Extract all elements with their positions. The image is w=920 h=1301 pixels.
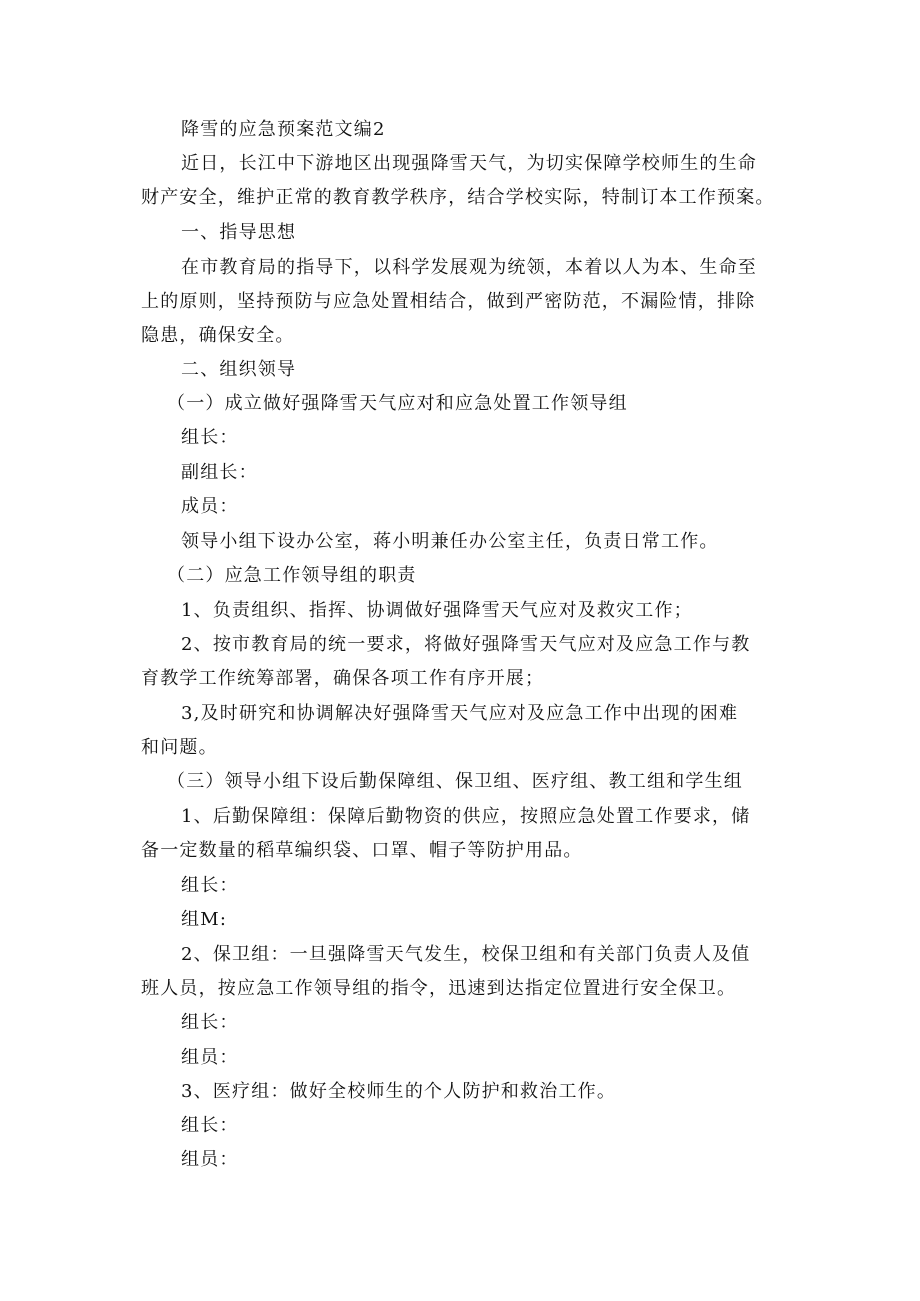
list-item: 2、保卫组：一旦强降雪天气发生，校保卫组和有关部门负责人及值 [181, 944, 751, 965]
paragraph-line: 隐患，确保安全。 [141, 325, 295, 346]
field-label: 成员： [181, 496, 239, 517]
field-label: 组长： [181, 427, 239, 448]
section-heading: 一、指导思想 [181, 222, 297, 243]
document-title: 降雪的应急预案范文编2 [181, 119, 386, 140]
paragraph-line: 领导小组下设办公室，蒋小明兼任办公室主任，负责日常工作。 [181, 531, 719, 552]
list-item: 3,及时研究和协调解决好强降雪天气应对及应急工作中出现的困难 [181, 703, 739, 724]
paragraph-line: 在市教育局的指导下，以科学发展观为统领，本着以人为本、生命至 [181, 257, 757, 278]
paragraph-line: 近日，长江中下游地区出现强降雪天气，为切实保障学校师生的生命 [181, 153, 757, 174]
field-label: 组长： [181, 1115, 239, 1136]
paragraph-line: 上的原则，坚持预防与应急处置相结合，做到严密防范，不漏险情，排除 [141, 291, 756, 312]
paragraph-line: 育教学工作统筹部署，确保各项工作有序开展； [141, 668, 545, 689]
section-heading: 二、组织领导 [181, 359, 297, 380]
field-label: 组长： [181, 1012, 239, 1033]
list-item: 2、按市教育局的统一要求，将做好强降雪天气应对及应急工作与教 [181, 634, 751, 655]
paragraph-line: 和问题。 [141, 737, 218, 758]
list-item: 3、医疗组：做好全校师生的个人防护和救治工作。 [181, 1081, 617, 1102]
subsection-heading: （二）应急工作领导组的职责 [167, 565, 417, 586]
subsection-heading: （一）成立做好强降雪天气应对和应急处置工作领导组 [167, 393, 628, 414]
list-item: 1、负责组织、指挥、协调做好强降雪天气应对及救灾工作； [181, 600, 693, 621]
field-label: 组M: [181, 909, 228, 930]
list-item: 1、后勤保障组：保障后勤物资的供应，按照应急处置工作要求，储 [181, 806, 751, 827]
field-label: 组员： [181, 1149, 239, 1170]
field-label: 副组长： [181, 462, 258, 483]
paragraph-line: 备一定数量的稻草编织袋、口罩、帽子等防护用品。 [141, 840, 583, 861]
paragraph-line: 班人员，按应急工作领导组的指令，迅速到达指定位置进行安全保卫。 [141, 978, 737, 999]
field-label: 组员： [181, 1047, 239, 1068]
subsection-heading: （三）领导小组下设后勤保障组、保卫组、医疗组、教工组和学生组 [167, 771, 743, 792]
paragraph-line: 财产安全，维护正常的教育教学秩序，结合学校实际，特制订本工作预案。 [141, 187, 775, 208]
field-label: 组长： [181, 875, 239, 896]
